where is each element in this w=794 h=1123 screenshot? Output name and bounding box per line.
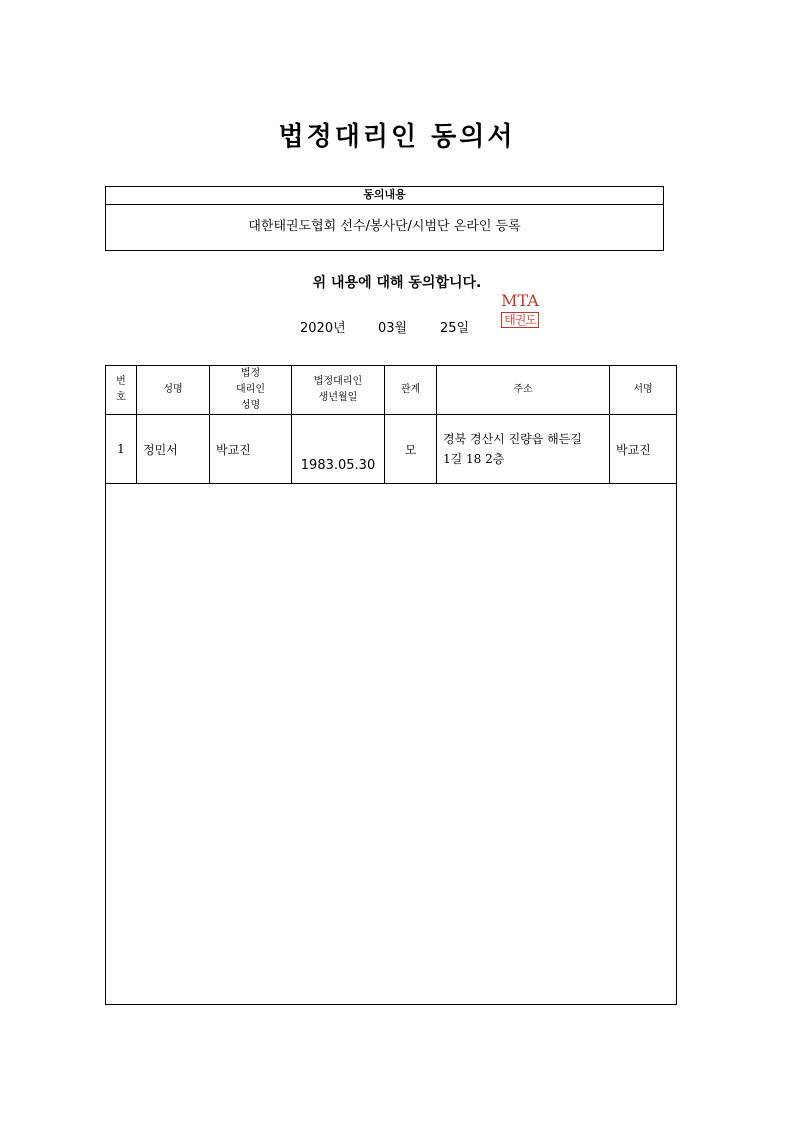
consent-box bbox=[105, 186, 664, 251]
header-name: 성명 bbox=[137, 366, 210, 415]
date-month: 03월 bbox=[378, 321, 408, 336]
guardian-table bbox=[105, 365, 677, 1005]
header-guardian-birth bbox=[292, 366, 385, 415]
consent-content: 대한태권도협회 선수/봉사단/시범단 온라인 등록 bbox=[248, 219, 521, 234]
stamp-text-top: MTA bbox=[501, 291, 539, 310]
date-day: 25일 bbox=[440, 321, 470, 336]
header-address: 주소 bbox=[437, 366, 610, 415]
date-year: 2020년 bbox=[300, 321, 346, 336]
consent-header: 동의내용 bbox=[106, 187, 663, 205]
cell-address-line1: 경북 경산시 진량읍 해든길 bbox=[443, 432, 582, 446]
header-guardian-birth-line2: 생년월일 bbox=[318, 392, 358, 403]
table-header-row bbox=[106, 366, 677, 415]
cell-number: 1 bbox=[106, 415, 137, 484]
table-row bbox=[106, 415, 677, 484]
header-signature: 서명 bbox=[610, 366, 677, 415]
cell-guardian-name: 박교진 bbox=[210, 415, 292, 484]
stamp-text-bottom: 태권도 bbox=[501, 312, 539, 328]
header-guardian-name bbox=[210, 366, 292, 415]
seal-stamp bbox=[498, 292, 542, 332]
header-guardian-name-line1: 법정 bbox=[240, 368, 261, 379]
cell-address-line2: 1길 18 2층 bbox=[443, 452, 505, 466]
header-relation: 관계 bbox=[385, 366, 437, 415]
cell-relation: 모 bbox=[385, 415, 437, 484]
agreement-statement: 위 내용에 대해 동의합니다. bbox=[312, 275, 482, 291]
cell-address bbox=[437, 415, 610, 484]
header-number bbox=[106, 366, 137, 415]
header-guardian-name-line2: 대리인 bbox=[236, 384, 265, 395]
cell-signature: 박교진 bbox=[610, 415, 677, 484]
table-empty-area bbox=[106, 484, 677, 1005]
header-guardian-name-line3: 성명 bbox=[240, 400, 261, 411]
document-title: 법정대리인 동의서 bbox=[278, 122, 516, 152]
cell-name: 정민서 bbox=[137, 415, 210, 484]
header-number-line2: 호 bbox=[116, 392, 126, 403]
empty-cell bbox=[106, 484, 677, 1005]
header-guardian-birth-line1: 법정대리인 bbox=[313, 376, 363, 387]
cell-guardian-birth: 1983.05.30 bbox=[292, 415, 385, 484]
header-number-line1: 번 bbox=[116, 376, 126, 387]
